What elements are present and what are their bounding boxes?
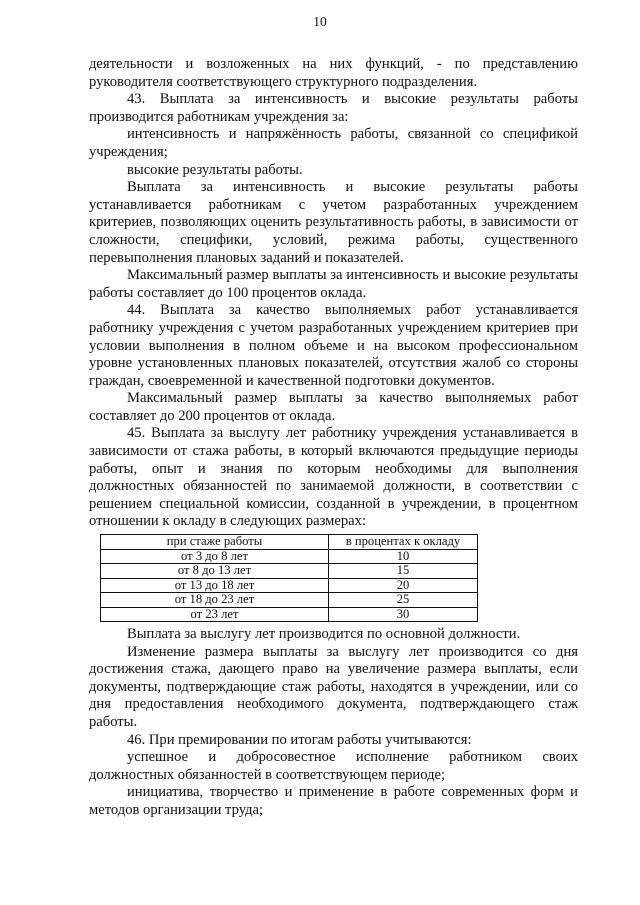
table-cell-percent: 30 bbox=[329, 607, 478, 621]
paragraph-43: 43. Выплата за интенсивность и высокие результаты работы производится работникам учреждения за: bbox=[89, 91, 578, 125]
table-row bbox=[101, 593, 478, 607]
paragraph-45: 45. Выплата за выслугу лет работнику учреждения устанавливается в зависимости от стажа работы, в который включаются предыдущие периоды работы, опыт и знания по которым необходимы для выполнения должностных обязанностей по занимаемой должности, в соответствии с решением специальной комиссии, созданной в учреждении, в процентном отношении к окладу в следующих размерах: bbox=[89, 425, 578, 530]
table-row bbox=[101, 607, 478, 621]
document-body bbox=[89, 56, 578, 820]
table-cell-seniority: от 18 до 23 лет bbox=[101, 593, 329, 607]
table-cell-seniority: от 13 до 18 лет bbox=[101, 578, 329, 592]
table-cell-percent: 20 bbox=[329, 578, 478, 592]
table-row bbox=[101, 564, 478, 578]
paragraph-44-maximum: Максимальный размер выплаты за качество выполняемых работ составляет до 200 процентов от оклада. bbox=[89, 390, 578, 424]
seniority-table bbox=[100, 534, 478, 622]
paragraph-46: 46. При премировании по итогам работы учитываются: bbox=[127, 731, 472, 748]
table-cell-seniority: от 3 до 8 лет bbox=[101, 550, 329, 564]
table-header-seniority: при стаже работы bbox=[101, 535, 329, 550]
table-cell-percent: 15 bbox=[329, 564, 478, 578]
paragraph-43-item-1: интенсивность и напряжённость работы, связанной со спецификой учреждения; bbox=[89, 126, 578, 160]
paragraph-43-item-2: высокие результаты работы. bbox=[127, 161, 303, 178]
paragraph-main-position: Выплата за выслугу лет производится по основной должности. bbox=[127, 626, 521, 643]
paragraph-43-criteria: Выплата за интенсивность и высокие результаты работы устанавливается работникам с учетом разработанных учреждением критериев, позволяющих оценить результативность работы, в зависимости от сложности, специфики, условий, режима работы, существенного перевыполнения плановых заданий и показателей. bbox=[89, 179, 578, 266]
table-row bbox=[101, 578, 478, 592]
paragraph-size-change: Изменение размера выплаты за выслугу лет производится со дня достижения стажа, дающего право на увеличение размера выплаты, если документы, подтверждающие стаж работы, находятся в учреждении, или со дня предоставления необходимого документа, подтверждающего стаж работы. bbox=[89, 643, 578, 731]
paragraph-44: 44. Выплата за качество выполняемых работ устанавливается работнику учреждения с учетом разработанных учреждением критериев при условии выполнения в полном объеме и на высоком профессиональном уровне установленных плановых показателей, отсутствия жалоб со стороны граждан, своевременной и качественной подготовки документов. bbox=[89, 302, 578, 389]
paragraph-43-maximum: Максимальный размер выплаты за интенсивность и высокие результаты работы составляет до 100 процентов оклада. bbox=[89, 267, 578, 301]
page-number: 10 bbox=[313, 14, 327, 29]
table-cell-seniority: от 23 лет bbox=[101, 607, 329, 621]
table-cell-percent: 25 bbox=[329, 593, 478, 607]
table-header-row bbox=[101, 535, 478, 550]
paragraph-46-item-2: инициатива, творчество и применение в работе современных форм и методов организации труда; bbox=[89, 784, 578, 818]
paragraph-continuation: деятельности и возложенных на них функций, - по представлению руководителя соответствующего структурного подразделения. bbox=[89, 56, 578, 90]
table-cell-seniority: от 8 до 13 лет bbox=[101, 564, 329, 578]
table-row bbox=[101, 550, 478, 564]
paragraph-46-item-1: успешное и добросовестное исполнение работником своих должностных обязанностей в соответствующем периоде; bbox=[89, 749, 578, 783]
table-header-percent: в процентах к окладу bbox=[329, 535, 478, 550]
table-cell-percent: 10 bbox=[329, 550, 478, 564]
